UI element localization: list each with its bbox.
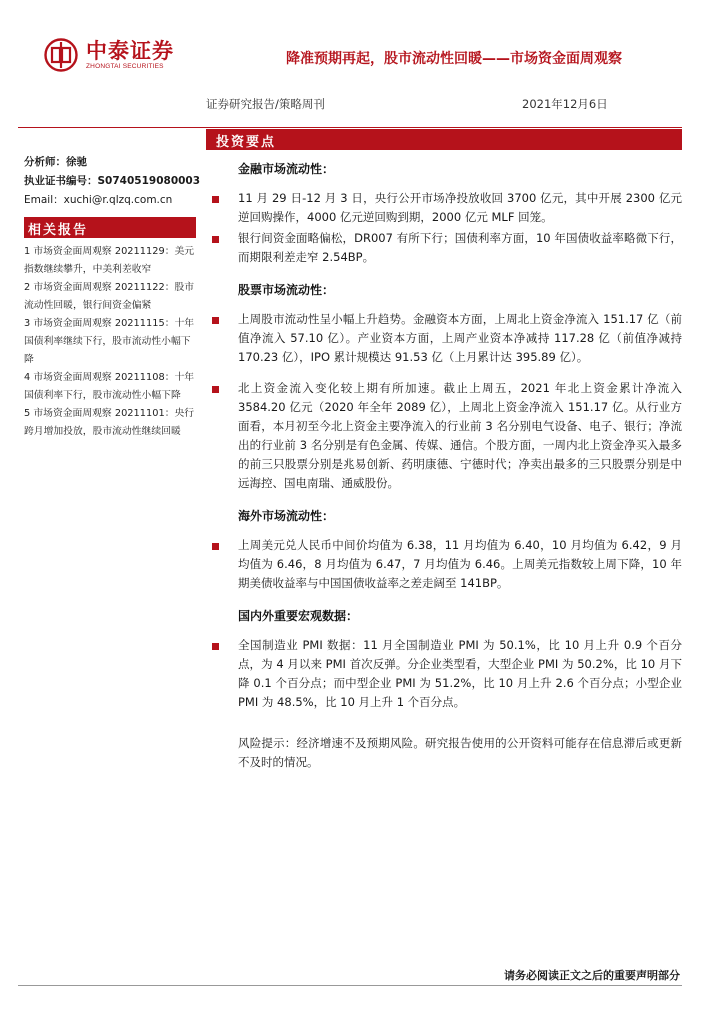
bullet-item [206, 310, 682, 367]
related-report-item[interactable]: 1 市场资金面周观察 20211129：美元指数继续攀升，中美利差收窄 [24, 246, 195, 275]
analyst-email: Email：xuchi@r.qlzq.com.cn [24, 194, 173, 206]
bullet-text: 银行间资金面略偏松，DR007 有所下行；国债利率方面，10 年国债收益率略微下行，而期限利差走窄 2.54BP。 [238, 231, 682, 264]
license-number: 执业证书编号：S0740519080003 [24, 175, 201, 187]
related-report-item[interactable]: 3 市场资金面周观察 20211115：十年国债利率继续下行，股市流动性小幅下降 [24, 318, 195, 365]
bullet-item [206, 536, 682, 593]
bullet-text: 上周美元兑人民币中间价均值为 6.38，11 月均值为 6.40，10 月均值为 6.42，9 月均值为 6.46，8 月均值为 6.47，7 月均值为 6.46。上周美元指数较上周下降，10 年期美债收益率与中国国债收益率之差走阔至 141BP。 [238, 538, 682, 590]
related-reports-title: 相关报告 [28, 223, 89, 238]
brand-name-cn: 中泰证券 [86, 39, 174, 63]
section-title-stock: 股票市场流动性： [238, 283, 335, 297]
bullet-text: 11 月 29 日-12 月 3 日，央行公开市场净投放收回 3700 亿元，其中开展 2300 亿元逆回购操作，4000 亿元逆回购到期，2000 亿元 MLF 回笼。 [238, 191, 682, 224]
related-reports-list [24, 243, 196, 441]
brand-logo [44, 38, 174, 72]
report-date: 2021年12月6日 [522, 97, 608, 111]
section-title-financial: 金融市场流动性： [238, 162, 335, 176]
risk-warning: 风险提示：经济增速不及预期风险。研究报告使用的公开资料可能存在信息滞后或更新不及时的情况。 [238, 736, 682, 769]
bullet-square-icon [212, 196, 219, 203]
related-report-item[interactable]: 4 市场资金面周观察 20211108：十年国债利率下行，股市流动性小幅下降 [24, 372, 195, 401]
main-content [206, 160, 682, 772]
bullet-item [206, 379, 682, 493]
bullet-item [206, 636, 682, 712]
bullet-square-icon [212, 386, 219, 393]
related-reports-header [24, 217, 196, 238]
sidebar [24, 153, 201, 441]
bullet-square-icon [212, 643, 219, 650]
section-header-text: 投资要点 [216, 135, 277, 150]
bullet-text: 北上资金流入变化较上期有所加速。截止上周五，2021 年北上资金累计净流入 3584.20 亿元（2020 年全年 2089 亿），上周北上资金净流入 151.17 亿。从行业方面看，本月初至今北上资金主要净流入的行业前 3 名分别电气设备、电子、银行；净流出的行业前 3 名分别是有色金属、传媒、通信。个股方面，一周内北上资金净买入最多的前三只股票分别是兆易创新、药明康德、宁德时代；净卖出最多的三只股票分别是中远海控、国电南瑞、通威股份。 [238, 381, 682, 490]
bullet-item [206, 189, 682, 227]
report-title: 降准预期再起，股市流动性回暖——市场资金面周观察 [286, 51, 622, 67]
bullet-text: 上周股市流动性呈小幅上升趋势。金融资本方面，上周北上资金净流入 151.17 亿（前值净流入 57.10 亿）。产业资本方面，上周产业资本净减持 117.28 亿（前值净减持 170.23 亿），IPO 累计规模达 91.53 亿（上月累计达 395.89 亿）。 [238, 312, 682, 364]
report-type: 证券研究报告/策略周刊 [206, 97, 325, 111]
zhongtai-logo-icon [44, 38, 78, 72]
bullet-square-icon [212, 236, 219, 243]
bullet-text: 全国制造业 PMI 数据：11 月全国制造业 PMI 为 50.1%，比 10 月上升 0.9 个百分点，为 4 月以来 PMI 首次反弹。分企业类型看，大型企业 PMI 为 50.2%，比 10 月下降 0.1 个百分点；而中型企业 PMI 为 51.2%，比 10 月上升 2.6 个百分点；小型企业 PMI 为 48.5%，比 10 月上升 1 个百分点。 [238, 638, 682, 709]
section-title-overseas: 海外市场流动性： [238, 509, 335, 523]
bullet-square-icon [212, 317, 219, 324]
brand-name-en: ZHONGTAI SECURITIES [86, 63, 164, 70]
bullet-square-icon [212, 543, 219, 550]
bullet-item [206, 229, 682, 267]
section-header-bar [206, 129, 682, 150]
analyst-name: 分析师：徐驰 [24, 156, 87, 168]
related-report-item[interactable]: 2 市场资金面周观察 20211122：股市流动性回暖，银行间资金偏紧 [24, 282, 195, 311]
section-title-macro: 国内外重要宏观数据： [238, 609, 359, 623]
related-report-item[interactable]: 5 市场资金面周观察 20211101：央行跨月增加投放，股市流动性继续回暖 [24, 408, 195, 437]
footer-rule [18, 985, 682, 986]
footer-disclaimer: 请务必阅读正文之后的重要声明部分 [504, 969, 680, 982]
header-rule [18, 127, 682, 128]
